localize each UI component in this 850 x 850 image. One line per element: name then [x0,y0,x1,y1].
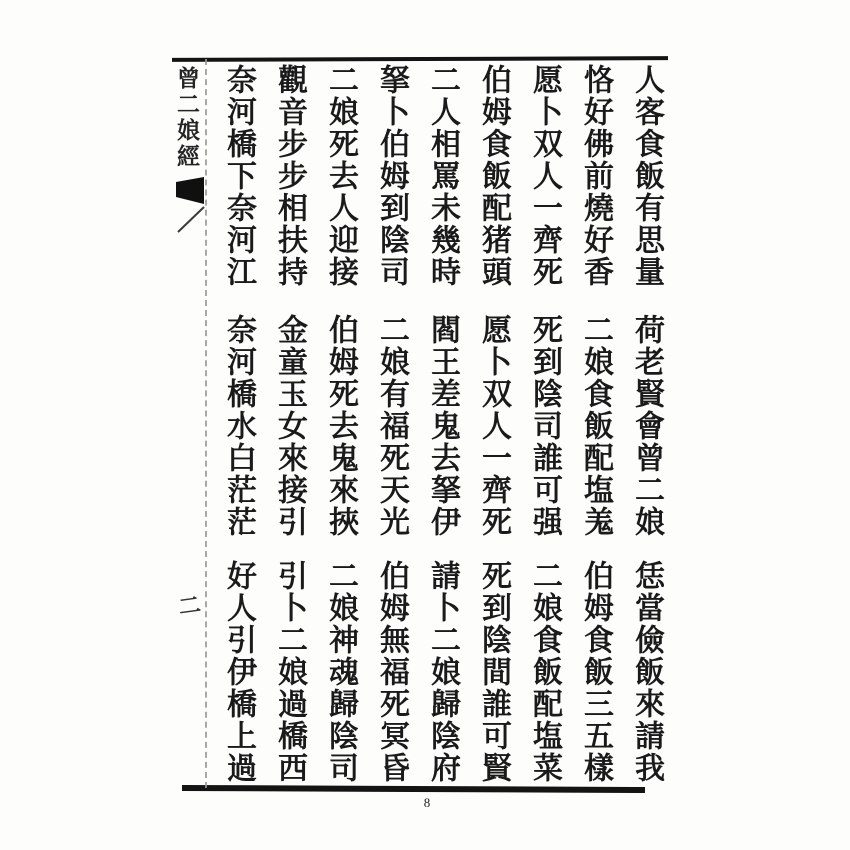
verse-column: 二娘死去人迎接 [324,64,357,288]
verse-column: 引卜二娘過橋西 [273,560,306,784]
verse-column: 愿卜双人一齊死 [528,64,561,288]
verse-column: 伯姆無福死冥昏 [375,560,408,784]
spine-fold-line [205,59,207,788]
verse-column: 金童玉女來接引 [273,314,306,538]
verse-block-top [213,64,672,300]
verse-block-middle [213,314,672,550]
verse-column: 好人引伊橋上過 [222,560,255,784]
verse-column: 愿卜双人一齊死 [477,314,510,538]
leaf-number: 二 [174,592,203,618]
verse-column: 拏卜伯姆到陰司 [375,64,408,288]
verse-column: 奈河橋下奈河江 [222,64,255,288]
verse-column: 二娘有福死天光 [375,314,408,538]
verse-column: 二人相罵未幾時 [426,64,459,288]
fishtail-icon [175,176,207,239]
verse-column: 荷老賢會曾二娘 [630,314,663,538]
verse-column: 人客食飯有思量 [630,64,663,288]
verse-column: 伯姆死去鬼來挾 [324,314,357,538]
verse-block-bottom [213,560,672,796]
spine-title: 曾二娘經 [174,66,199,170]
verse-column: 伯姆食飯配猪頭 [477,64,510,288]
verse-column: 奈河橋水白茫茫 [222,314,255,538]
verse-column: 恪好佛前燒好香 [579,64,612,288]
verse-column: 死到陰司誰可强 [528,314,561,538]
top-border-rule [172,56,668,62]
verse-column: 觀音步步相扶持 [273,64,306,288]
verse-column: 伯姆食飯三五樣 [579,560,612,784]
verse-column: 閻王差鬼去拏伊 [426,314,459,538]
page-number: 8 [423,795,431,810]
verse-column: 恁當儉飯來請我 [630,560,663,784]
verse-column: 死到陰間誰可賢 [477,560,510,784]
verse-column: 二娘食飯配塩菜 [528,560,561,784]
verse-column: 請卜二娘歸陰府 [426,560,459,784]
verse-column: 二娘神魂歸陰司 [324,560,357,784]
verse-column: 二娘食飯配塩羗 [579,314,612,538]
